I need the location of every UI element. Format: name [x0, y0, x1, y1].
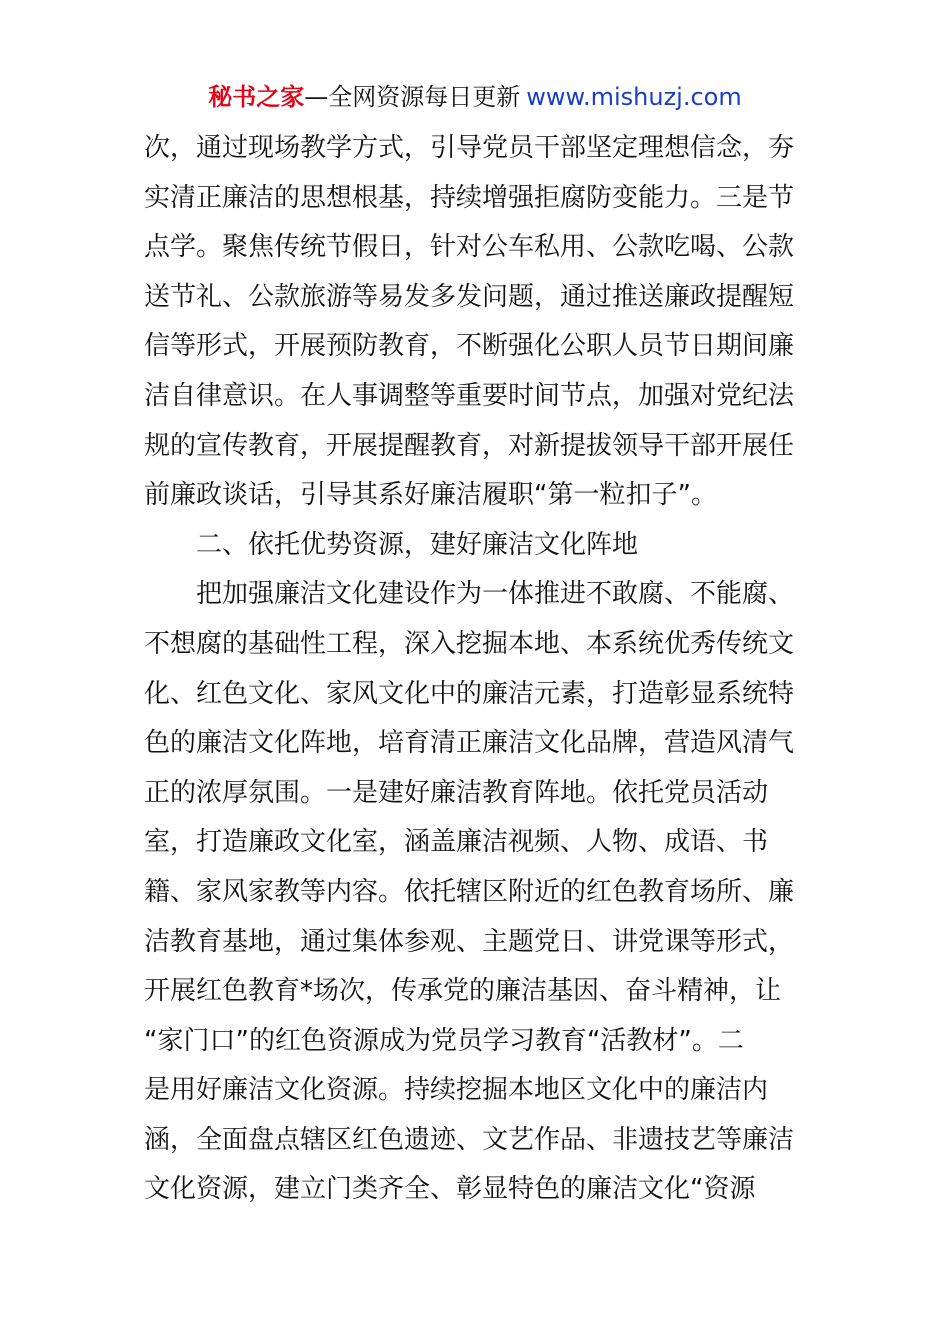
- text-line: 前廉政谈话，引导其系好廉洁履职“第一粒扣子”。: [144, 480, 717, 511]
- text-line: 把加强廉洁文化建设作为一体推进不敢腐、不能腐、: [196, 579, 795, 610]
- text-line: 正的浓厚氛围。一是建好廉洁教育阵地。依托党员活动: [144, 777, 769, 808]
- text-line: 洁教育基地，通过集体参观、主题党日、讲党课等形式，: [144, 926, 795, 957]
- text-line: 色的廉洁文化阵地，培育清正廉洁文化品牌，营造风清气: [144, 728, 795, 759]
- text-line: 送节礼、公款旅游等易发多发问题，通过推送廉政提醒短: [144, 281, 795, 312]
- text-line: 点学。聚焦传统节假日，针对公车私用、公款吃喝、公款: [144, 232, 795, 263]
- site-tagline: —全网资源每日更新: [304, 83, 521, 111]
- document-body: [144, 124, 809, 1215]
- section-heading: 二、依托优势资源，建好廉洁文化阵地: [196, 529, 639, 560]
- site-brand: 秘书之家: [208, 83, 305, 111]
- text-line: 规的宣传教育，开展提醒教育，对新提拔领导干部开展任: [144, 430, 795, 461]
- text-line: 涵，全面盘点辖区红色遗迹、文艺作品、非遗技艺等廉洁: [144, 1124, 795, 1155]
- text-line: 是用好廉洁文化资源。持续挖掘本地区文化中的廉洁内: [144, 1075, 769, 1106]
- text-line: 室，打造廉政文化室，涵盖廉洁视频、人物、成语、书: [144, 827, 769, 858]
- text-line: 化、红色文化、家风文化中的廉洁元素，打造彰显系统特: [144, 678, 795, 709]
- text-line: 洁自律意识。在人事调整等重要时间节点，加强对党纪法: [144, 380, 795, 411]
- page-header: [0, 82, 950, 112]
- text-line: 实清正廉洁的思想根基，持续增强拒腐防变能力。三是节: [144, 182, 795, 213]
- text-line: 信等形式，开展预防教育，不断强化公职人员节日期间廉: [144, 331, 795, 362]
- text-line: 次，通过现场教学方式，引导党员干部坚定理想信念，夯: [144, 133, 795, 163]
- text-line: “家门口”的红色资源成为党员学习教育“活教材”。二: [144, 1025, 744, 1056]
- site-url[interactable]: www.mishuzj.com: [526, 83, 742, 111]
- text-line: 文化资源，建立门类齐全、彰显特色的廉洁文化“资源: [144, 1174, 756, 1205]
- text-line: 不想腐的基础性工程，深入挖掘本地、本系统优秀传统文: [144, 628, 795, 659]
- text-line: 籍、家风家教等内容。依托辖区附近的红色教育场所、廉: [144, 876, 795, 907]
- text-line: 开展红色教育*场次，传承党的廉洁基因、奋斗精神，让: [144, 976, 782, 1007]
